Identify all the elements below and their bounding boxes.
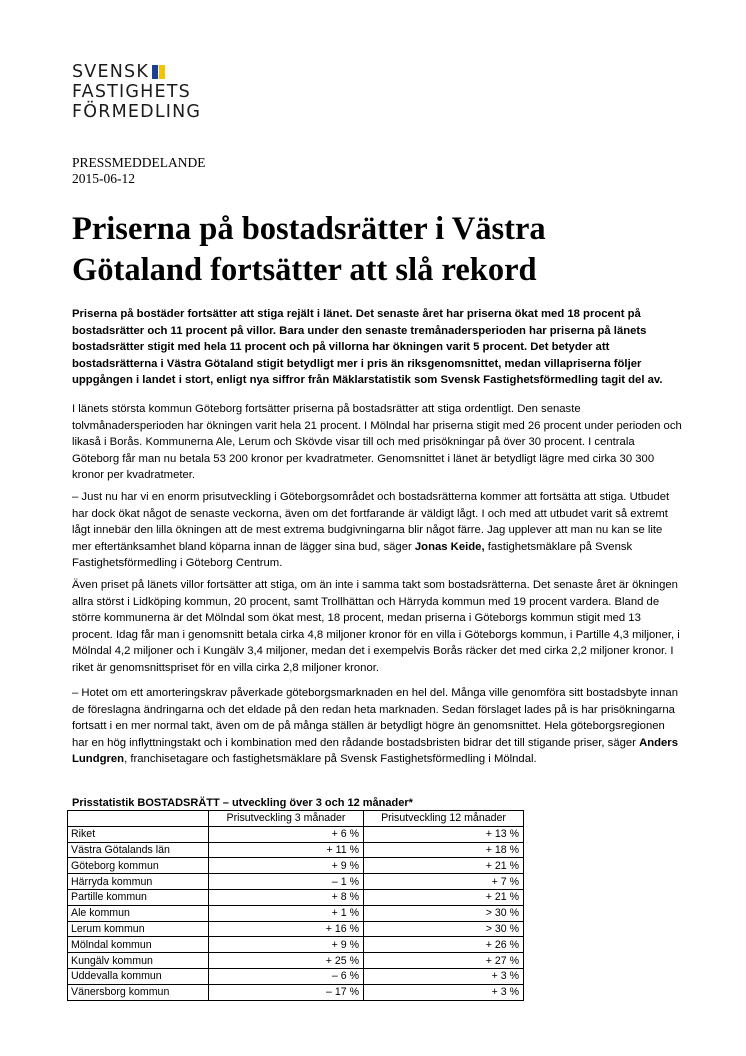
- region-cell: Västra Götalands län: [68, 842, 209, 858]
- change-12m-cell: + 18 %: [364, 842, 524, 858]
- region-cell: Göteborg kommun: [68, 858, 209, 874]
- change-3m-cell: + 16 %: [209, 921, 364, 937]
- table-row: [68, 937, 524, 953]
- paragraph-villor: Även priset på länets villor fortsätter att stiga, om än inte i samma takt som bostadsrätterna. Det senaste året är ökningen allra störst i Lidköping kommun, 20 procent, samt Trollhättan och Härryda kommun med 19 procent vardera. Bland de större kommunerna är det Mölndal som ökat mest, 18 procent, medan priserna i Göteborgs kommun stigit med 13 procent. Idag får man i genomsnitt betala cirka 4,8 miljoner kronor för en villa i Göteborgs kommun, i Partille 4,3 miljoner, i Mölndal 4,2 miljoner och i Kungälv 3,4 miljoner, medan det i exempelvis Borås räcker det med cirka 2,2 miljoner kronor. I riket är genomsnittspriset för en villa cirka 2,8 miljoner kronor.: [72, 579, 680, 674]
- region-cell: Lerum kommun: [68, 921, 209, 937]
- press-type: PRESSMEDDELANDE: [72, 155, 206, 170]
- table-header-cell: Prisutveckling 3 månader: [209, 811, 364, 827]
- logo-line-1: SVENSK: [72, 62, 201, 82]
- region-cell: Ale kommun: [68, 905, 209, 921]
- table-row: [68, 889, 524, 905]
- change-12m-cell: + 3 %: [364, 968, 524, 984]
- table-row: [68, 826, 524, 842]
- table-row: [68, 874, 524, 890]
- table-row: [68, 905, 524, 921]
- region-cell: Mölndal kommun: [68, 937, 209, 953]
- change-12m-cell: + 21 %: [364, 889, 524, 905]
- change-12m-cell: + 27 %: [364, 953, 524, 969]
- headline: [72, 209, 692, 291]
- change-3m-cell: + 25 %: [209, 953, 364, 969]
- headline-line-1: Priserna på bostadsrätter i Västra: [72, 211, 546, 247]
- change-3m-cell: + 9 %: [209, 858, 364, 874]
- change-3m-cell: + 6 %: [209, 826, 364, 842]
- region-cell: Riket: [68, 826, 209, 842]
- press-date: 2015-06-12: [72, 171, 135, 186]
- headline-line-2: Götaland fortsätter att slå rekord: [72, 252, 537, 288]
- logo-line-2: FASTIGHETS: [72, 82, 191, 102]
- change-3m-cell: + 9 %: [209, 937, 364, 953]
- change-12m-cell: + 21 %: [364, 858, 524, 874]
- table-title: Prisstatistik BOSTADSRÄTT – utveckling över 3 och 12 månader*: [72, 797, 413, 809]
- lead-paragraph: Priserna på bostäder fortsätter att stiga rejält i länet. Det senaste året har priserna ökat med 18 procent på bostadsrätter och 11 procent på villor. Bara under den senaste tremånadersperioden har priserna på länets bostadsrätter stigit med hela 11 procent och på villorna har ökningen varit 5 procent. Det betyder att bostadsrätterna i Västra Götaland stigit betydligt mer i pris än riksgenomsnittet, medan villapriserna följer uppgången i landet i stort, enligt nya siffror från Mäklarstatistik som Svensk Fastighetsförmedling tagit del av.: [72, 308, 663, 387]
- quote-anders-lundgren: – Hotet om ett amorteringskrav påverkade göteborgsmarknaden en hel del. Många ville genomföra sitt bostadsbyte innan de föreslagna ändringarna och det eldade på den redan heta marknaden. Sedan förslaget lades på is har prisökningarna fortsatt i en mer normal takt, även om de på många ställen är betydligt högre än genomsnittet. Hela göteborgsregionen har en hög inflyttningstakt och i kombination med den rådande bostadsbristen bidrar det till stigande priser, säger Anders Lundgren, franchisetagare och fastighetsmäklare på Svensk Fastighetsförmedling i Mölndal.: [72, 687, 678, 766]
- table-row: [68, 921, 524, 937]
- region-cell: Vänersborg kommun: [68, 984, 209, 1000]
- region-cell: Uddevalla kommun: [68, 968, 209, 984]
- change-3m-cell: – 6 %: [209, 968, 364, 984]
- logo-line-3: FÖRMEDLING: [72, 102, 202, 122]
- change-12m-cell: + 26 %: [364, 937, 524, 953]
- table-row: [68, 984, 524, 1000]
- paragraph-goteborg: I länets största kommun Göteborg fortsätter priserna på bostadsrätter att stiga ordentligt. Den senaste tolvmånadersperioden har ökningen varit hela 21 procent. I Mölndal har priserna stigit med 26 procent under perioden och likaså i Borås. Kommunerna Ale, Lerum och Skövde visar till och med prisökningar på över 30 procent. I centrala Göteborg får man nu betala 53 200 kronor per kvadratmeter. Genomsnittet i länet är betydligt lägre med cirka 30 300 kronor per kvadratmeter.: [72, 403, 682, 482]
- table-header-cell: [68, 811, 209, 827]
- swedish-flag-icon: [152, 65, 165, 79]
- change-3m-cell: + 1 %: [209, 905, 364, 921]
- company-logo: [72, 62, 201, 122]
- table-row: [68, 953, 524, 969]
- change-12m-cell: > 30 %: [364, 905, 524, 921]
- table-header-row: [68, 811, 524, 827]
- region-cell: Partille kommun: [68, 889, 209, 905]
- press-info: [72, 155, 206, 187]
- change-3m-cell: – 17 %: [209, 984, 364, 1000]
- change-12m-cell: + 7 %: [364, 874, 524, 890]
- change-12m-cell: + 3 %: [364, 984, 524, 1000]
- region-cell: Härryda kommun: [68, 874, 209, 890]
- change-3m-cell: – 1 %: [209, 874, 364, 890]
- region-cell: Kungälv kommun: [68, 953, 209, 969]
- change-12m-cell: > 30 %: [364, 921, 524, 937]
- table-row: [68, 858, 524, 874]
- change-3m-cell: + 11 %: [209, 842, 364, 858]
- quote-speaker-name: Anders Lundgren: [72, 736, 678, 766]
- quote-speaker-name: Jonas Keide,: [414, 540, 485, 553]
- table-row: [68, 968, 524, 984]
- quote-jonas-keide: – Just nu har vi en enorm prisutveckling i Göteborgsområdet och bostadsrätterna kommer att fortsätta att stiga. Utbudet har dock ökat något de senaste veckorna, även om det fortfarande är väldigt lågt. I och med att utbudet varit så extremt lågt innebär den lilla ökningen att de mest extrema budgivningarna blir något färre. Jag upplever att man nu kan se lite mer eftertänksamhet bland köparna innan de lägger sina bud, säger Jonas Keide, fastighetsmäklare på Svensk Fastighetsförmedling i Göteborg Centrum.: [72, 491, 670, 570]
- change-12m-cell: + 13 %: [364, 826, 524, 842]
- table-row: [68, 842, 524, 858]
- price-statistics-table: [67, 810, 524, 1001]
- table-header-cell: Prisutveckling 12 månader: [364, 811, 524, 827]
- change-3m-cell: + 8 %: [209, 889, 364, 905]
